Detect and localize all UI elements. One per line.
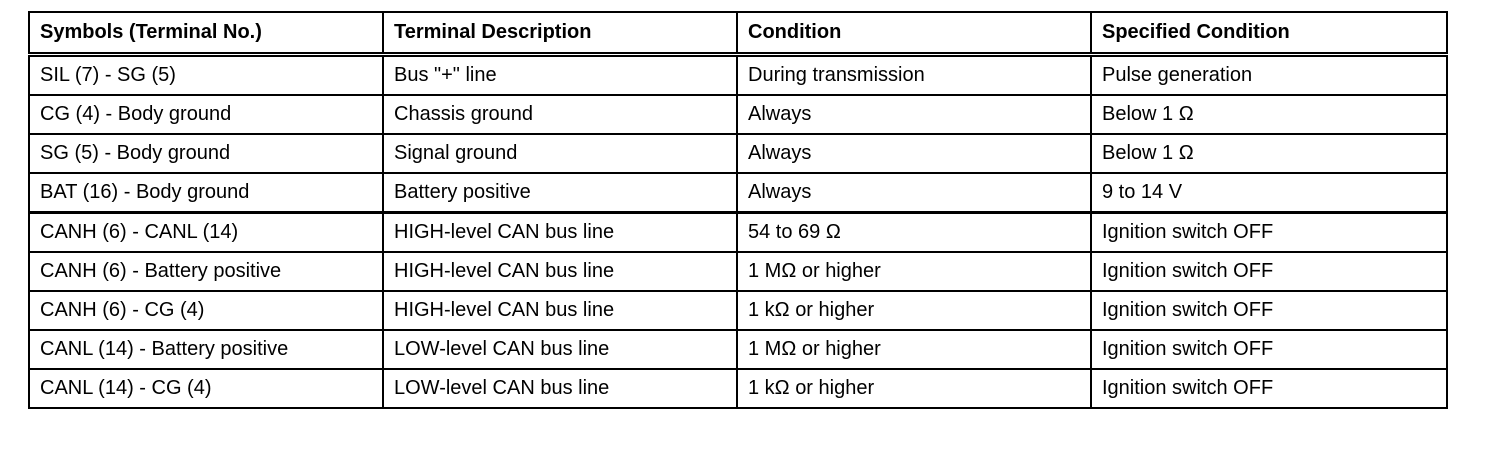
table-row	[29, 330, 1447, 369]
header-row	[29, 12, 1447, 55]
table-row	[29, 55, 1447, 96]
cell-terminal-description: Battery positive	[383, 173, 737, 213]
cell-terminal-description: Chassis ground	[383, 95, 737, 134]
cell-terminal-description: HIGH-level CAN bus line	[383, 291, 737, 330]
cell-terminal-description: Bus "+" line	[383, 55, 737, 96]
cell-terminal-description: LOW-level CAN bus line	[383, 330, 737, 369]
table-row	[29, 173, 1447, 213]
cell-symbols: SG (5) - Body ground	[29, 134, 383, 173]
cell-terminal-description: HIGH-level CAN bus line	[383, 252, 737, 291]
cell-symbols: CANH (6) - CANL (14)	[29, 213, 383, 253]
cell-symbols: SIL (7) - SG (5)	[29, 55, 383, 96]
terminal-spec-table	[28, 11, 1448, 409]
cell-specified-condition: Ignition switch OFF	[1091, 291, 1447, 330]
table-body	[29, 55, 1447, 409]
cell-specified-condition: Pulse generation	[1091, 55, 1447, 96]
table-header	[29, 12, 1447, 55]
header-condition: Condition	[737, 12, 1091, 55]
cell-specified-condition: Below 1 Ω	[1091, 134, 1447, 173]
cell-condition: 1 MΩ or higher	[737, 330, 1091, 369]
table-row	[29, 134, 1447, 173]
cell-specified-condition: 9 to 14 V	[1091, 173, 1447, 213]
cell-condition: 1 kΩ or higher	[737, 369, 1091, 408]
header-symbols: Symbols (Terminal No.)	[29, 12, 383, 55]
cell-terminal-description: Signal ground	[383, 134, 737, 173]
table-row	[29, 95, 1447, 134]
table-row	[29, 252, 1447, 291]
cell-specified-condition: Below 1 Ω	[1091, 95, 1447, 134]
cell-condition: Always	[737, 134, 1091, 173]
header-terminal-description: Terminal Description	[383, 12, 737, 55]
cell-specified-condition: Ignition switch OFF	[1091, 252, 1447, 291]
cell-condition: Always	[737, 95, 1091, 134]
cell-condition: 1 kΩ or higher	[737, 291, 1091, 330]
cell-terminal-description: HIGH-level CAN bus line	[383, 213, 737, 253]
cell-specified-condition: Ignition switch OFF	[1091, 213, 1447, 253]
cell-symbols: CANL (14) - CG (4)	[29, 369, 383, 408]
table-row	[29, 213, 1447, 253]
table-row	[29, 369, 1447, 408]
cell-terminal-description: LOW-level CAN bus line	[383, 369, 737, 408]
cell-symbols: CANL (14) - Battery positive	[29, 330, 383, 369]
cell-symbols: CANH (6) - CG (4)	[29, 291, 383, 330]
cell-symbols: CG (4) - Body ground	[29, 95, 383, 134]
terminal-spec-table-container	[28, 11, 1446, 409]
header-specified-condition: Specified Condition	[1091, 12, 1447, 55]
cell-condition: During transmission	[737, 55, 1091, 96]
table-row	[29, 291, 1447, 330]
cell-specified-condition: Ignition switch OFF	[1091, 369, 1447, 408]
cell-specified-condition: Ignition switch OFF	[1091, 330, 1447, 369]
cell-symbols: CANH (6) - Battery positive	[29, 252, 383, 291]
cell-symbols: BAT (16) - Body ground	[29, 173, 383, 213]
cell-condition: Always	[737, 173, 1091, 213]
cell-condition: 54 to 69 Ω	[737, 213, 1091, 253]
cell-condition: 1 MΩ or higher	[737, 252, 1091, 291]
